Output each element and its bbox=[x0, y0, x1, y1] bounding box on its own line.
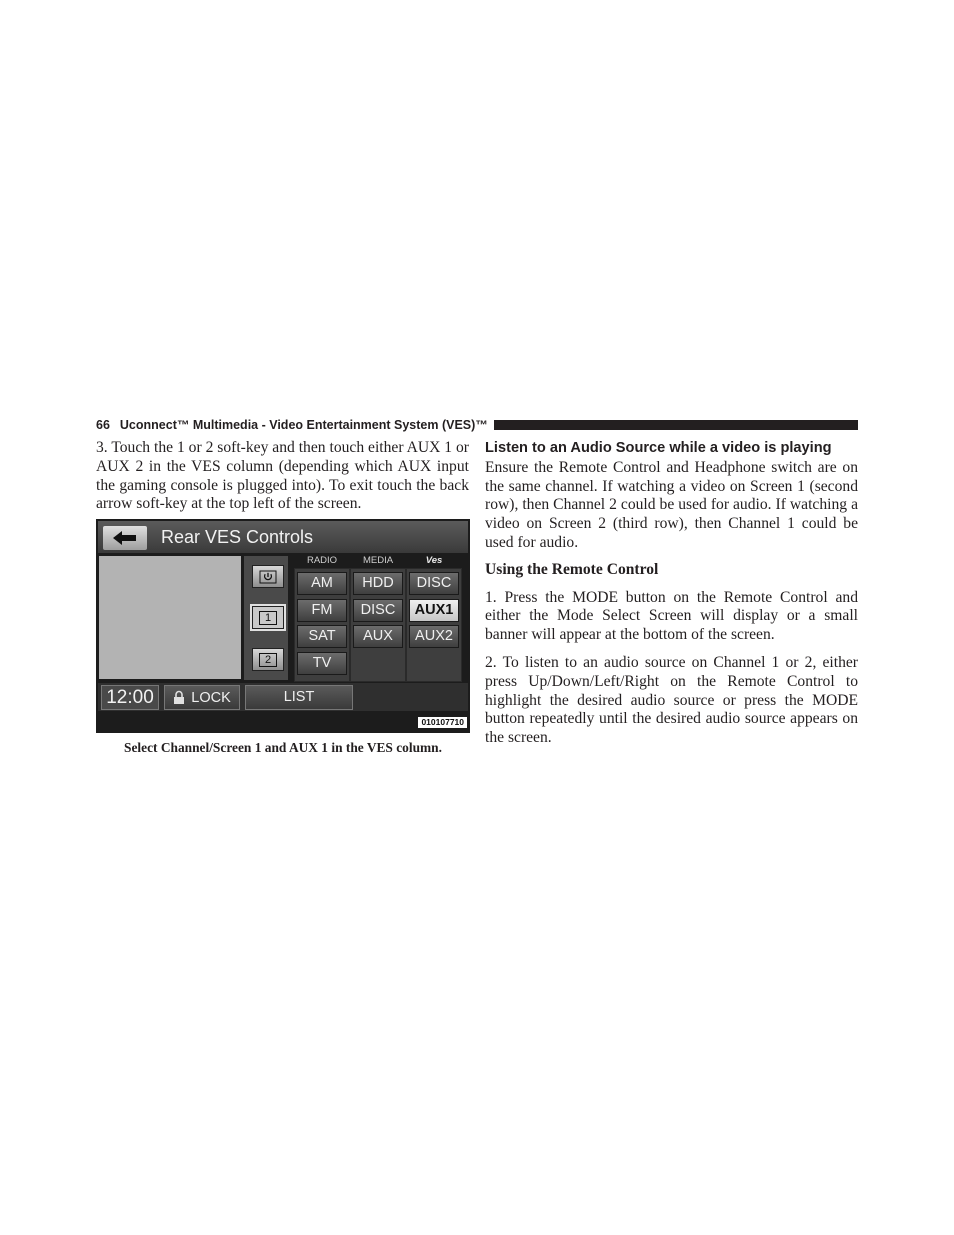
am-button[interactable]: AM bbox=[297, 572, 347, 595]
rear-ves-screen-figure bbox=[96, 519, 470, 733]
source-grid bbox=[292, 554, 466, 678]
channel-2-button[interactable] bbox=[252, 648, 284, 671]
back-arrow-button[interactable] bbox=[103, 526, 147, 550]
step-3-text: 3. Touch the 1 or 2 soft-key and then touch either AUX 1 or AUX 2 in the VES column (depending which AUX input the gaming console is plugged into). To exit touch the back arrow soft-key at the top left of the screen. bbox=[96, 439, 469, 513]
lock-icon bbox=[173, 690, 185, 705]
sat-button[interactable]: SAT bbox=[297, 625, 347, 648]
video-preview-area bbox=[99, 556, 241, 679]
back-arrow-icon bbox=[112, 530, 138, 546]
channel-2-label: 2 bbox=[259, 653, 277, 667]
media-aux-button[interactable]: AUX bbox=[353, 625, 403, 648]
lock-label: LOCK bbox=[191, 689, 231, 706]
ves-column-header: Ves bbox=[425, 555, 443, 566]
clock-display: 12:00 bbox=[101, 685, 159, 710]
channel-column bbox=[244, 556, 288, 680]
left-column bbox=[96, 439, 469, 514]
lock-button[interactable] bbox=[164, 685, 240, 710]
header-rule bbox=[494, 420, 858, 430]
audio-source-paragraph: Ensure the Remote Control and Headphone switch are on the same channel. If watching a video on Screen 1 (second row), then Channel 2 could be used for audio. If watching a video on Screen 2 (third row), then Channel 1 could be used for audio. bbox=[485, 458, 858, 551]
list-button[interactable]: LIST bbox=[245, 685, 353, 710]
ves-disc-button[interactable]: DISC bbox=[409, 572, 459, 595]
figure-caption: Select Channel/Screen 1 and AUX 1 in the VES column. bbox=[124, 740, 442, 755]
channel-1-label: 1 bbox=[259, 611, 277, 625]
radio-column-header: RADIO bbox=[306, 555, 338, 566]
channel-1-button[interactable] bbox=[252, 606, 284, 629]
step-1-text: 1. Press the MODE button on the Remote Control and either the Mode Select Screen will display or a small banner will appear at the bottom of the screen. bbox=[485, 588, 858, 644]
screen-title: Rear VES Controls bbox=[161, 527, 314, 547]
ves-column bbox=[406, 568, 462, 682]
hdd-button[interactable]: HDD bbox=[353, 572, 403, 595]
media-column-header: MEDIA bbox=[362, 555, 394, 566]
header-title: Uconnect™ Multimedia - Video Entertainment System (VES)™ bbox=[119, 418, 488, 432]
screen-bottom-bar bbox=[98, 683, 468, 711]
aux2-button[interactable]: AUX2 bbox=[409, 625, 459, 648]
screen-title-bar bbox=[98, 521, 468, 553]
radio-column bbox=[294, 568, 350, 682]
section-heading: Listen to an Audio Source while a video is playing bbox=[485, 440, 832, 456]
media-column bbox=[350, 568, 406, 682]
page-number: 66 bbox=[96, 418, 110, 432]
tv-button[interactable]: TV bbox=[297, 652, 347, 675]
step-2-text: 2. To listen to an audio source on Channel 1 or 2, either press Up/Down/Left/Right on the Remote Control to highlight the desired audio source or press the MODE button repeatedly until the desired audio source appears on the screen. bbox=[485, 653, 858, 747]
figure-id: 010107710 bbox=[418, 717, 467, 728]
power-button[interactable] bbox=[252, 565, 284, 588]
remote-control-heading: Using the Remote Control bbox=[485, 560, 659, 578]
aux1-button[interactable]: AUX1 bbox=[409, 599, 459, 622]
right-column bbox=[485, 439, 858, 748]
media-disc-button[interactable]: DISC bbox=[353, 599, 403, 622]
power-icon bbox=[259, 570, 277, 584]
fm-button[interactable]: FM bbox=[297, 599, 347, 622]
page-header bbox=[96, 417, 858, 433]
